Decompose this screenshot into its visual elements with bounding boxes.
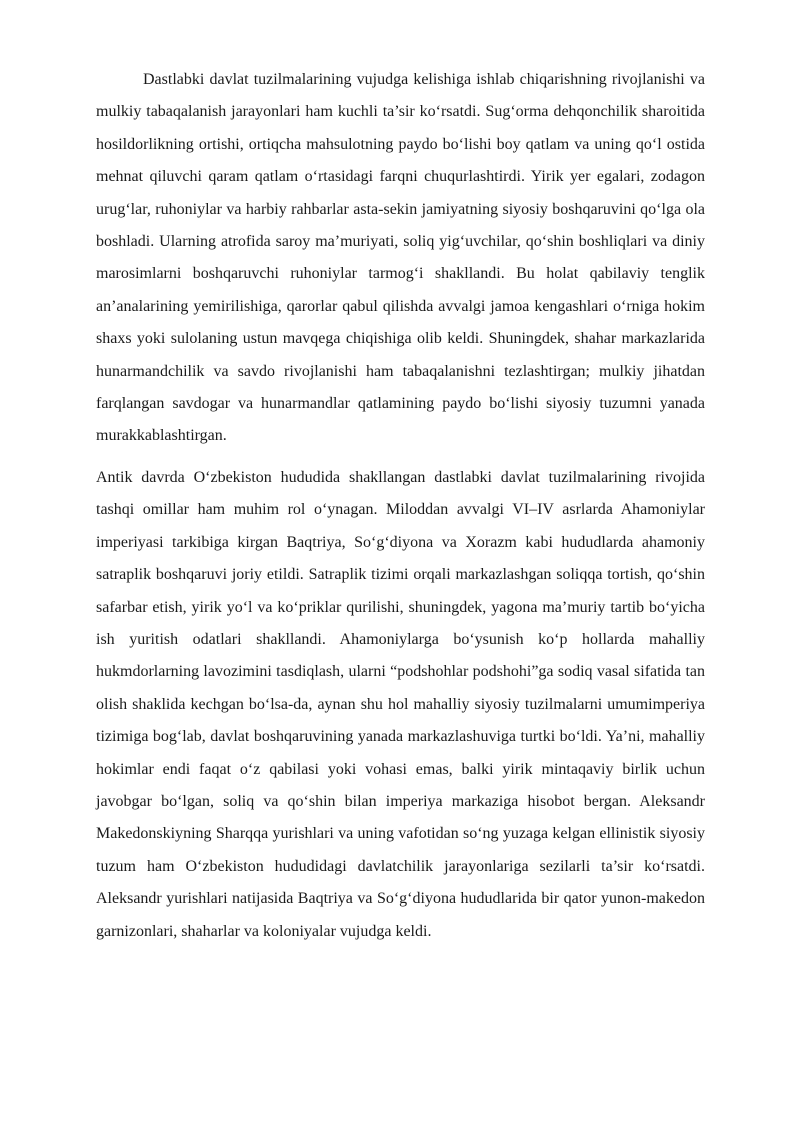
paragraph-external-factors: Antik davrda O‘zbekiston hududida shakllangan dastlabki davlat tuzilmalarining rivojida tashqi omillar ham muhim rol o‘ynagan. Miloddan avvalgi VI–IV asrlarda Ahamoniylar imperiyasi tarkibiga kirgan Baqtriya, So‘g‘diyona va Xorazm kabi hududlarda ahamoniy satraplik boshqaruvi joriy etildi. Satraplik tizimi orqali markazlashgan soliqqa tortish, qo‘shin safarbar etish, yirik yo‘l va ko‘priklar qurilishi, shuningdek, yagona ma’muriy tartib bo‘yicha ish yuritish odatlari shakllandi. Ahamoniylarga bo‘ysunish ko‘p hollarda mahalliy hukmdorlarning lavozimini tasdiqlash, ularni “podshohlar podshohi”ga sodiq vasal sifatida tan olish shaklida kechgan bo‘lsa-da, aynan shu hol mahalliy siyosiy tuzilmalarni umumimperiya tizimiga bog‘lab, davlat boshqaruvining yanada markazlashuviga turtki bo‘ldi. Ya’ni, mahalliy hokimlar endi faqat o‘z qabilasi yoki vohasi emas, balki yirik mintaqaviy birlik uchun javobgar bo‘lgan, soliq va qo‘shin bilan imperiya markaziga hisobot bergan. Aleksandr Makedonskiyning Sharqqa yurishlari va uning vafotidan so‘ng yuzaga kelgan ellinistik siyosiy tuzum ham O‘zbekiston hududidagi davlatchilik jarayonlariga sezilarli ta’sir ko‘rsatdi. Aleksandr yurishlari natijasida Baqtriya va So‘g‘diyona hududlarida bir qator yunon-makedon garnizonlari, shaharlar va koloniyalar vujudga keldi. bbox=[96, 468, 705, 940]
document-page bbox=[96, 64, 705, 948]
paragraph-statehood-origins: Dastlabki davlat tuzilmalarining vujudga kelishiga ishlab chiqarishning rivojlanishi va mulkiy tabaqalanish jarayonlari ham kuchli ta’sir ko‘rsatdi. Sug‘orma dehqonchilik sharoitida hosildorlikning ortishi, ortiqcha mahsulotning paydo bo‘lishi boy qatlam va uning qo‘l ostida mehnat qiluvchi qaram qatlam o‘rtasidagi farqni chuqurlashtirdi. Yirik yer egalari, zodagon urug‘lar, ruhoniylar va harbiy rahbarlar asta-sekin jamiyatning siyosiy boshqaruvini qo‘lga ola boshladi. Ularning atrofida saroy ma’muriyati, soliq yig‘uvchilar, qo‘shin boshliqlari va diniy marosimlarni boshqaruvchi ruhoniylar tarmog‘i shakllandi. Bu holat qabilaviy tenglik an’analarining yemirilishiga, qarorlar qabul qilishda avvalgi jamoa kengashlari o‘rniga hokim shaxs yoki sulolaning ustun mavqega chiqishiga olib keldi. Shuningdek, shahar markazlarida hunarmandchilik va savdo rivojlanishi ham tabaqalanishni tezlashtirgan; mulkiy jihatdan farqlangan savdogar va hunarmandlar qatlamining paydo bo‘lishi siyosiy tuzumni yanada murakkablashtirgan. bbox=[96, 71, 705, 445]
